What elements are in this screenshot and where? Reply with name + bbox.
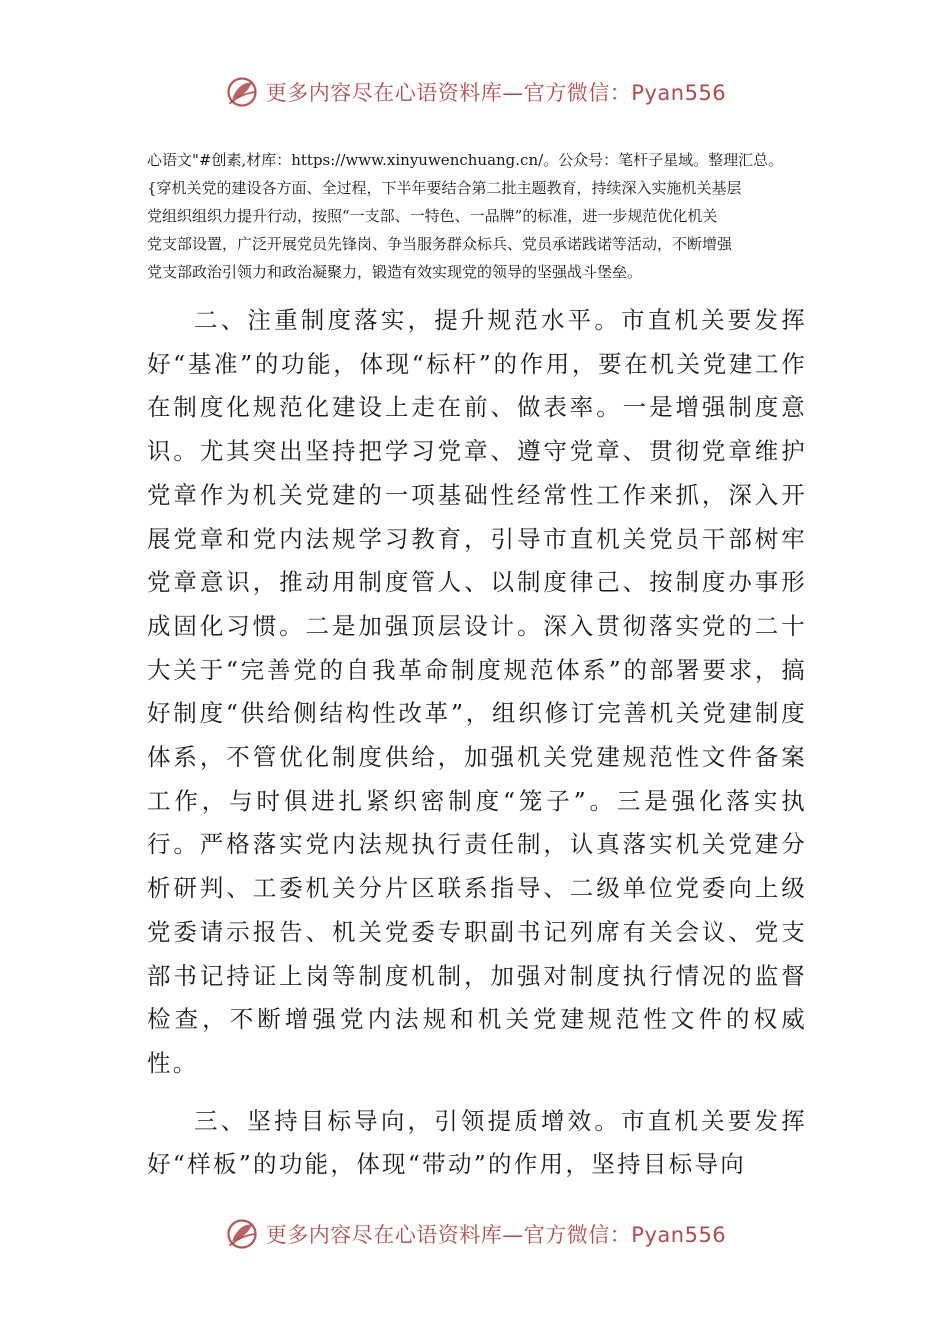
- header-note-line: 党支部设置，广泛开展党员先锋岗、争当服务群众标兵、党员承诺践诺等活动，不断增强: [147, 235, 733, 253]
- header-note-line: 党支部政治引领力和政治凝聚力，锻造有效实现党的领导的坚强战斗堡垒。: [147, 263, 643, 281]
- watermark-banner-top: [0, 70, 950, 114]
- paragraph-section-two: 二、注重制度落实，提升规范水平。市直机关要发挥好“基准”的功能，体现“标杆”的作用，要在机关党建工作在制度化规范化建设上走在前、做表率。一是增强制度意识。尤其突出坚持把学习党章、遵守党章、贯彻党章维护党章作为机关党建的一项基础性经常性工作来抓，深入开展党章和党内法规学习教育，引导市直机关党员干部树牢党章意识，推动用制度管人、以制度律己、按制度办事形成固化习惯。二是加强顶层设计。深入贯彻落实党的二十大关于“完善党的自我革命制度规范体系”的部署要求，搞好制度“供给侧结构性改革”，组织修订完善机关党建制度体系，不管优化制度供给，加强机关党建规范性文件备案工作，与时俱进扎紧织密制度“笼子”。三是强化落实执行。严格落实党内法规执行责任制，认真落实机关党建分析研判、工委机关分片区联系指导、二级单位党委向上级党委请示报告、机关党委专职副书记列席有关会议、党支部书记持证上岗等制度机制，加强对制度执行情况的监督检查，不断增强党内法规和机关党建规范性文件的权威性。: [147, 306, 807, 1077]
- leaf-signature-logo-icon: [224, 1216, 260, 1252]
- paragraph-section-three: 三、坚持目标导向，引领提质增效。市直机关要发挥好“样板”的功能，体现“带动”的作用，坚持目标导向: [147, 1106, 807, 1179]
- leaf-signature-logo-icon: [224, 74, 260, 110]
- watermark-text: 更多内容尽在心语资料库—官方微信：Pyan556: [265, 81, 727, 105]
- header-note-line: 党组织组织力提升行动，按照“一支部、一特色、一品牌”的标准，进一步规范优化机关: [147, 207, 718, 225]
- header-note: [147, 146, 827, 286]
- header-note-line: 心语文"#创素,材库：https://www.xinyuwenchuang.cn/。公众号：笔杆子星域。整理汇总。: [147, 151, 784, 169]
- watermark-banner-bottom: [0, 1212, 950, 1256]
- document-body: [147, 299, 807, 1201]
- header-note-line: {穿机关党的建设各方面、全过程，下半年要结合第二批主题教育，持续深入实施机关基层: [147, 179, 742, 197]
- watermark-text: 更多内容尽在心语资料库—官方微信：Pyan556: [265, 1223, 727, 1247]
